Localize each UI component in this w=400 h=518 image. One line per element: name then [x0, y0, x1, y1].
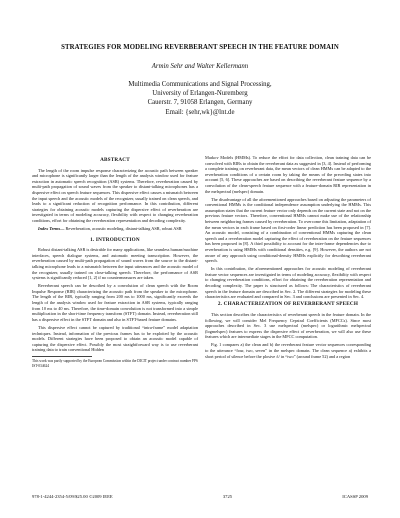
paper-authors: Armin Sehr and Walter Kellermann — [151, 63, 249, 70]
abstract-heading: ABSTRACT — [100, 157, 130, 163]
footnote: This work was partly supported by the European Commission within the DICIT project under contract number FP6 IST-034624 — [32, 358, 198, 368]
affiliation-line: Cauerstr. 7, 91058 Erlangen, Germany — [147, 99, 253, 107]
left-column — [32, 156, 198, 368]
right-column — [205, 155, 371, 362]
affiliation-block — [20, 80, 380, 117]
body-paragraph: In this contribution, the aforementioned approaches for acoustic modeling of reverberant feature vector sequences are investigated in terms of modeling accuracy, flexibility with respect to changing reverberation conditions, effort for obtaining the reverberation representation and decoding complexity. The paper is structured as follows: The characteristics of reverberant speech in the feature domain are described in Sec. 2. The different strategies for modeling these characteristics are evaluated and compared in Sec. 3 and conclusions are presented in Sec. 4. — [205, 266, 371, 300]
index-terms — [32, 226, 198, 232]
section-heading-characterization: 2. CHARACTERIZATION OF REVERBERANT SPEECH — [217, 301, 359, 308]
paper-title: STRATEGIES FOR MODELING REVERBERANT SPEECH IN THE FEATURE DOMAIN — [61, 44, 339, 51]
index-terms-text: Reverberation, acoustic modeling, distant-talking ASR, robust ASR — [65, 226, 182, 232]
body-paragraph: Markov Models (HMMs). To reduce the effort for data collection, clean training data can be convolved with RIRs to obtain the reverberant data as suggested in [3, 4]. Instead of performing a complete training on reverberant data, the mean vectors of clean HMMs can be adapted to the reverberation conditions of a certain room by taking the means of the preceding states into account [5, 6]. These approaches are based on describing the reverberant feature sequence by a convolution of the clean-speech feature sequence with a feature-domain RIR representation in the melspectral (melspec) domain. — [205, 155, 371, 194]
index-terms-label: Index Terms— — [38, 226, 65, 232]
conference-name: ICASSP 2009 — [342, 494, 368, 499]
affiliation-line: Multimedia Communications and Signal Processing, — [128, 81, 272, 88]
affiliation-line: University of Erlangen-Nuremberg — [152, 90, 248, 98]
page-number: 3725 — [222, 494, 233, 499]
footer-isbn: 978-1-4244-2354-5/09/$25.00 ©2009 IEEE — [32, 494, 113, 499]
affiliation-email: Email: {sehr,wk}@lnt.de — [165, 108, 235, 116]
page-footer — [32, 494, 368, 499]
body-paragraph: This section describes the characteristics of reverberant speech in the feature domain. In the following, we will consider Mel Frequency Cepstral Coefficients (MFCCs). Since most approaches described in Sec. 3 use melspectral (melspec) or logarithmic melspectral (logmelspec) features to express the dispersive effect of reverberation, we will also use these features which are intermediate stages in the MFCC computation. — [205, 311, 371, 340]
body-paragraph: Fig. 1 compares a) the clean and b) the reverberant feature vector sequences corresponding to the utterance “four, two, seven” in the melspec domain. The clean sequence a) exhibits a short period of silence before the plosive /t/ in “two” (around frame 52) and a region — [205, 342, 371, 359]
intro-paragraph: This dispersive effect cannot be captured by traditional “intra-frame” model adaptation techniques. Instead, information of the previous frames has to be exploited by the acoustic models. Different strategies have been proposed to obtain an acoustic model capable of capturing the dispersive effect. Possibly the most straightforward way is to use reverberant training data to train conventional Hidden — [32, 324, 198, 353]
body-paragraph: The disadvantage of all the aforementioned approaches based on adjusting the parameters of conventional HMMs is the conditional independence assumption underlying the HMMs. This assumption states that the current feature vector only depends on the current state and not on the previous feature vectors. Therefore, conventional HMMs cannot make use of the relationship between neighboring frames caused by reverberation. To overcome this limitation, adaptation of the mean vectors in each frame based on first-order linear prediction has been proposed in [7]. An acoustic model, consisting of a combination of conventional HMMs capturing the clean speech and a reverberation model capturing the effect of reverberation on the feature sequences has been proposed in [8]. A third possibility to account for the inter-frame dependencies due to reverberation is using HMMs with conditional densities, e.g. [9]. However, the authors are not aware of any approach using conditional-density HMMs explicitly for describing reverberant speech. — [205, 196, 371, 264]
abstract-text: The length of the room impulse response characterizing the acoustic path between speaker and microphone is significantly larger than the length of the analysis window used for feature extraction in automatic speech recognition (ASR) systems. Therefore, reverberation caused by multi-path propagation of sound waves from the speaker to distant-talking microphones has a dispersive effect on speech feature sequences. This dispersive effect causes a mismatch between the input speech and the acoustic models of the recognizer, usually trained on clean speech, and leads to a significant reduction of recognition performance. In this contribution, different strategies for obtaining acoustic models capturing the dispersive effect of reverberation are investigated in terms of modeling accuracy, flexibility with respect to changing reverberation conditions, effort for obtaining the reverberation representation and decoding complexity. — [32, 167, 198, 223]
footnote-divider — [32, 356, 92, 357]
intro-paragraph: Robust distant-talking ASR is desirable for many applications, like seamless human/machine interfaces, speech dialogue systems, and automatic meeting transcription. However, the reverberation caused by multi-path propagation of sound waves from the source to the distant-talking microphone leads to a mismatch between the input utterances and the acoustic model of the recognizer, usually trained on close-talking speech. Therefore, the performance of ASR systems is significantly reduced [1, 2] if no countermeasures are taken. — [32, 247, 198, 281]
intro-paragraph: Reverberant speech can be described by a convolution of clean speech with the Room Impulse Response (RIR) characterizing the acoustic path from the speaker to the microphone. The length of the RIR, typically ranging from 200 ms to 1000 ms, significantly exceeds the length of the analysis window used for feature extraction in ASR systems, typically ranging from 10 ms to 40 ms. Therefore, the time-domain convolution is not transformed into a simple multiplication in the short-time frequency transform (STFT) domain. Instead, reverberation still has a dispersive effect in the STFT domain and also in STFT-based feature domains. — [32, 283, 198, 322]
section-heading-introduction: 1. INTRODUCTION — [90, 236, 140, 243]
